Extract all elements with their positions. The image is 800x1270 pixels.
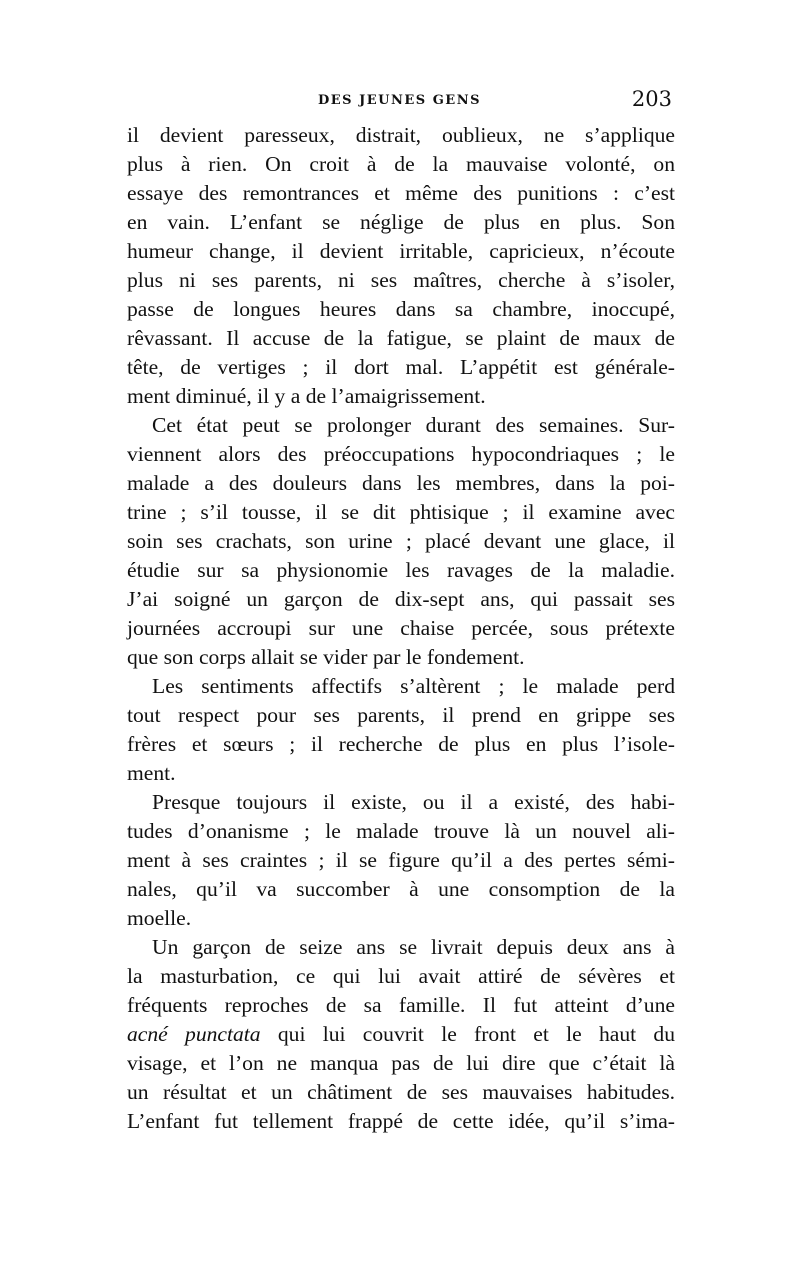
text-line: tudes d’onanisme ; le malade trouve là un nouvel ali- (127, 819, 675, 843)
italic-term: acné punctata (127, 1022, 261, 1046)
text-line: rêvassant. Il accuse de la fatigue, se plaint de maux de (127, 326, 675, 350)
text-line: un résultat et un châtiment de ses mauvaises habitudes. (127, 1080, 675, 1104)
text-line: ment diminué, il y a de l’amaigrissement. (127, 384, 486, 408)
text-line: étudie sur sa physionomie les ravages de la maladie. (127, 558, 675, 582)
text-line: ment. (127, 761, 176, 785)
text-line: tête, de vertiges ; il dort mal. L’appétit est générale- (127, 355, 675, 379)
running-title: DES JEUNES GENS (318, 93, 481, 108)
text-line: Un garçon de seize ans se livrait depuis deux ans à (152, 935, 675, 959)
text-line: viennent alors des préoccupations hypocondriaques ; le (127, 442, 675, 466)
text-line: visage, et l’on ne manqua pas de lui dire que c’était là (127, 1051, 675, 1075)
text-line: plus ni ses parents, ni ses maîtres, cherche à s’isoler, (127, 268, 675, 292)
text-line: acné punctata qui lui couvrit le front et le haut du (127, 1022, 675, 1046)
text-line: malade a des douleurs dans les membres, dans la poi- (127, 471, 675, 495)
text-line: humeur change, il devient irritable, capricieux, n’écoute (127, 239, 675, 263)
text-line: soin ses crachats, son urine ; placé devant une glace, il (127, 529, 675, 553)
text-line: nales, qu’il va succomber à une consomption de la (127, 877, 675, 901)
text-line: en vain. L’enfant se néglige de plus en plus. Son (127, 210, 675, 234)
text-line: plus à rien. On croit à de la mauvaise volonté, on (127, 152, 675, 176)
text-line: J’ai soigné un garçon de dix-sept ans, qui passait ses (127, 587, 675, 611)
text-line: Les sentiments affectifs s’altèrent ; le malade perd (152, 674, 675, 698)
text-line: la masturbation, ce qui lui avait attiré de sévères et (127, 964, 675, 988)
text-line: L’enfant fut tellement frappé de cette idée, qu’il s’ima- (127, 1109, 675, 1133)
text-line: ment à ses craintes ; il se figure qu’il a des pertes sémi- (127, 848, 675, 872)
text-line: essaye des remontrances et même des punitions : c’est (127, 181, 675, 205)
text-line: journées accroupi sur une chaise percée, sous prétexte (127, 616, 675, 640)
text-line: passe de longues heures dans sa chambre, inoccupé, (127, 297, 675, 321)
body-text (127, 121, 675, 1136)
text-line: Cet état peut se prolonger durant des semaines. Sur- (152, 413, 675, 437)
text-line: que son corps allait se vider par le fondement. (127, 645, 525, 669)
text-line: Presque toujours il existe, ou il a existé, des habi- (152, 790, 675, 814)
text-line: il devient paresseux, distrait, oublieux, ne s’applique (127, 123, 675, 147)
page-number: 203 (631, 87, 672, 111)
text-line: trine ; s’il tousse, il se dit phtisique ; il examine avec (127, 500, 675, 524)
text-line: fréquents reproches de sa famille. Il fut atteint d’une (127, 993, 675, 1017)
text-line: tout respect pour ses parents, il prend en grippe ses (127, 703, 675, 727)
text-line: frères et sœurs ; il recherche de plus en plus l’isole- (127, 732, 675, 756)
text-line: moelle. (127, 906, 192, 930)
